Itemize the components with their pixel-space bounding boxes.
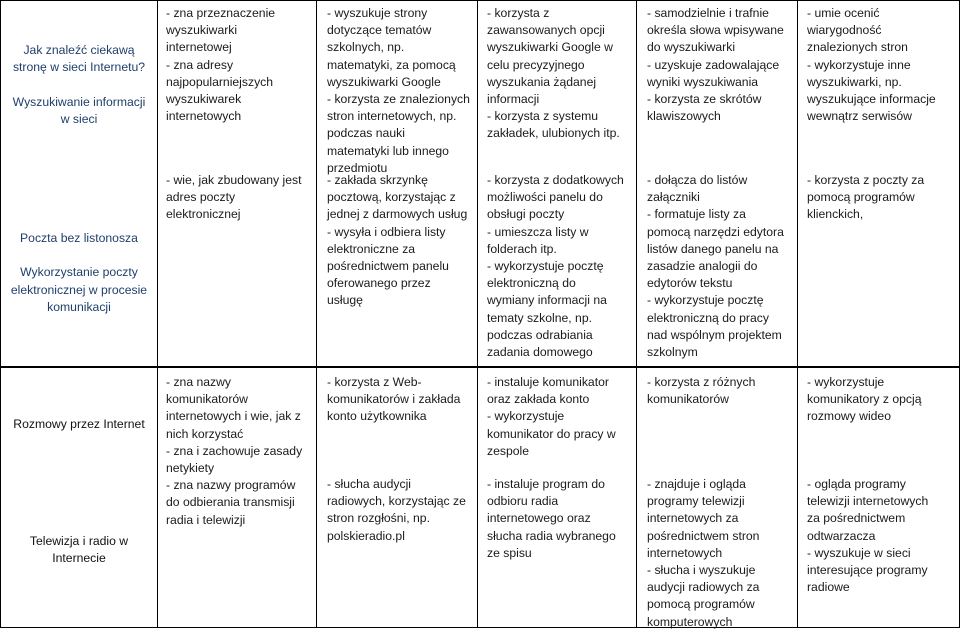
requirement-cell: - wykorzystuje komunikatory z opcją rozmowy wideo (807, 375, 922, 424)
col-border (477, 0, 478, 628)
requirement-cell: - korzysta z dodatkowych możliwości panelu do obsługi poczty - umieszcza listy w folderach itp. - wykorzystuje pocztę elektroniczną do wymiany informacji na tematy szkolne, np. podczas odrabiania zadania domowego (487, 173, 624, 360)
requirement-cell: - samodzielnie i trafnie określa słowa wpisywane do wyszukiwarki - uzyskuje zadowalające wyniki wyszukiwania - korzysta ze skrótów klawiszowych (647, 6, 784, 124)
requirement-cell: - korzysta z zawansowanych opcji wyszukiwarki Google w celu precyzyjnego wyszukania żądanej informacji - korzysta z systemu zakładek, ulubionych itp. (487, 6, 620, 141)
topic-cell: Telewizja i radio w Internecie (29, 534, 129, 566)
requirement-cell: - korzysta z Web- komunikatorów i zakłada konto użytkownika (327, 375, 461, 424)
row-divider (0, 366, 960, 368)
requirement-cell: - umie ocenić wiarygodność znalezionych stron - wykorzystuje inne wyszukiwarki, np. wyszukujące informacje wewnątrz serwisów (807, 6, 936, 124)
requirement-cell: - wyszukuje strony dotyczące tematów szkolnych, np. matematyki, za pomocą wyszukiwarki Google - korzysta ze znalezionych stron internetowych, np. podczas nauki matematyki lub innego przedmiotu (327, 6, 470, 175)
requirement-cell: - zakłada skrzynkę pocztową, korzystając z jednej z darmowych usług - wysyła i odbiera listy elektroniczne za pośrednictwem panelu oferowanego przez usługę (327, 173, 468, 308)
requirement-cell: - instaluje komunikator oraz zakłada konto - wykorzystuje komunikator do pracy w zespole (487, 375, 616, 458)
requirement-cell: - zna przeznaczenie wyszukiwarki internetowej - zna adresy najpopularniejszych wyszukiwarek internetowych (166, 6, 276, 124)
requirement-cell: - instaluje program do odbioru radia internetowego oraz słucha radia wybranego ze spisu (487, 477, 616, 560)
topic-cell: Rozmowy przez Internet (13, 417, 145, 431)
topic-cell: Jak znaleźć ciekawą stronę w sieci Internetu? Wyszukiwanie informacji w sieci (12, 43, 146, 126)
requirement-cell: - dołącza do listów załączniki - formatuje listy za pomocą narzędzi edytora listów danego panelu na zasadzie analogii do edytorów tekstu - wykorzystuje pocztę elektroniczną do pracy nad wspólnym projektem szkolnym (647, 173, 784, 360)
col-border (797, 0, 798, 628)
requirement-cell: - słucha audycji radiowych, korzystając ze stron rozgłośni, np. polskieradio.pl (327, 477, 466, 543)
requirement-cell: - znajduje i ogląda programy telewizji internetowych za pośrednictwem stron internetowych - słucha i wyszukuje audycji radiowych za pomocą programów komputerowych (647, 477, 760, 629)
requirement-cell: - wie, jak zbudowany jest adres poczty elektronicznej (166, 173, 302, 222)
table-border-top (0, 0, 960, 1)
requirement-cell: - korzysta z różnych komunikatorów (647, 375, 756, 407)
requirement-cell: - zna nazwy komunikatorów internetowych i wie, jak z nich korzystać - zna i zachowuje zasady netykiety - zna nazwy programów do odbierania transmisji radia i telewizji (166, 375, 303, 527)
col-border (157, 0, 158, 628)
topic-cell: Poczta bez listonosza Wykorzystanie poczty elektronicznej w procesie komunikacji (10, 231, 148, 314)
col-border (0, 0, 1, 628)
requirement-cell: - korzysta z poczty za pomocą programów klienckich, (807, 173, 925, 222)
requirement-cell: - ogląda programy telewizji internetowych za pośrednictwem odtwarzacza - wyszukuje w sieci interesujące programy radiowe (807, 477, 929, 595)
col-border (316, 0, 317, 628)
col-border (636, 0, 637, 628)
